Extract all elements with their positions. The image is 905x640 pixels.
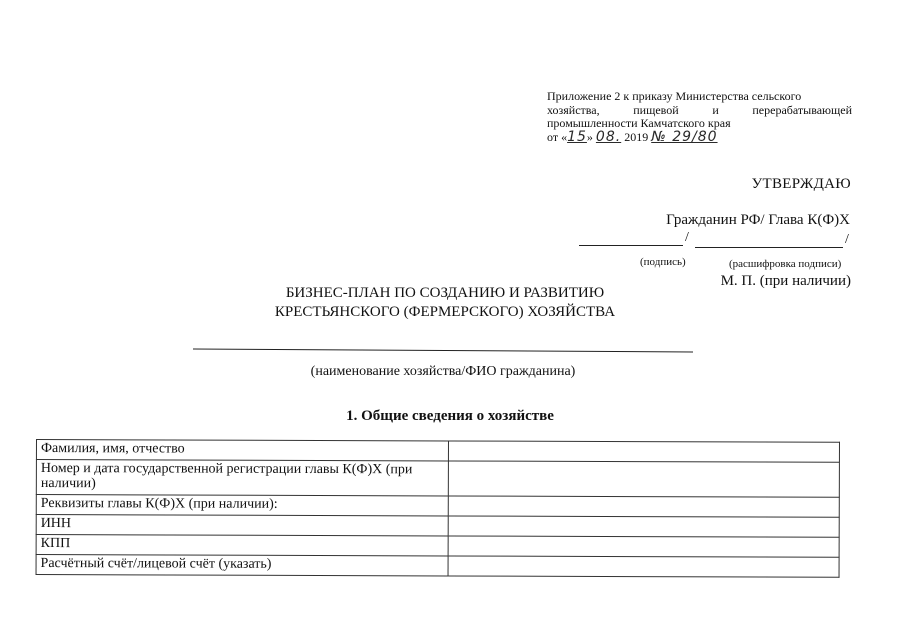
signature-decode-line (695, 247, 843, 248)
stamp-note: М. П. (при наличии) (720, 273, 851, 289)
section-title: 1. Общие сведения о хозяйстве (346, 408, 554, 424)
table-row (36, 440, 839, 463)
signature-line (579, 245, 683, 246)
row-value-account[interactable] (448, 556, 839, 577)
approval-role: Гражданин РФ/ Глава К(Ф)Х (666, 212, 850, 228)
row-value-full-name[interactable] (448, 441, 839, 462)
document-title-line-1: БИЗНЕС-ПЛАН ПО СОЗДАНИЮ И РАЗВИТИЮ (285, 285, 605, 301)
signature-separator: / (685, 230, 689, 245)
appendix-line-2: хозяйства, пищевой и перерабатывающей (547, 102, 852, 117)
appendix-reference (547, 90, 852, 144)
row-label-registration: Номер и дата государственной регистрации главы К(Ф)Х (при наличии) (36, 460, 448, 496)
handwritten-month: 08. (595, 128, 622, 145)
handwritten-day: 15 (567, 128, 587, 145)
farm-name-caption: (наименование хозяйства/ФИО гражданина) (310, 364, 576, 379)
appendix-line-1: Приложение 2 к приказу Министерства сельского (547, 89, 802, 103)
row-label-account: Расчётный счёт/лицевой счёт (указать) (36, 555, 448, 576)
table-row (36, 495, 839, 518)
row-value-registration[interactable] (448, 461, 839, 497)
row-label-full-name: Фамилия, имя, отчество (36, 440, 448, 461)
row-label-kpp: КПП (36, 535, 448, 556)
date-prefix: от « (547, 129, 568, 144)
handwritten-order-number: № 29/80 (651, 128, 718, 145)
signature-caption: (подпись) (640, 256, 686, 268)
row-value-inn[interactable] (448, 516, 839, 537)
document-title-line-2: КРЕСТЬЯНСКОГО (ФЕРМЕРСКОГО) ХОЗЯЙСТВА (274, 304, 616, 320)
row-value-kpp[interactable] (448, 536, 839, 557)
date-mid: » (586, 129, 593, 144)
table-row (36, 555, 839, 578)
date-year: 2019 (624, 129, 649, 144)
table-row (36, 460, 839, 498)
row-label-requisites: Реквизиты главы К(Ф)Х (при наличии): (36, 495, 448, 516)
document-title (200, 284, 690, 322)
farm-name-line (193, 348, 693, 352)
appendix-date-line (547, 128, 852, 145)
decode-caption: (расшифровка подписи) (729, 258, 842, 270)
signature-end-separator: / (845, 232, 849, 247)
appendix-line-3: промышленности Камчатского края (547, 116, 731, 130)
table-row (36, 515, 839, 538)
row-value-requisites[interactable] (448, 496, 839, 517)
table-row (36, 535, 839, 558)
general-info-table (36, 439, 840, 578)
approval-title: УТВЕРЖДАЮ (751, 176, 851, 192)
row-label-inn: ИНН (36, 515, 448, 536)
